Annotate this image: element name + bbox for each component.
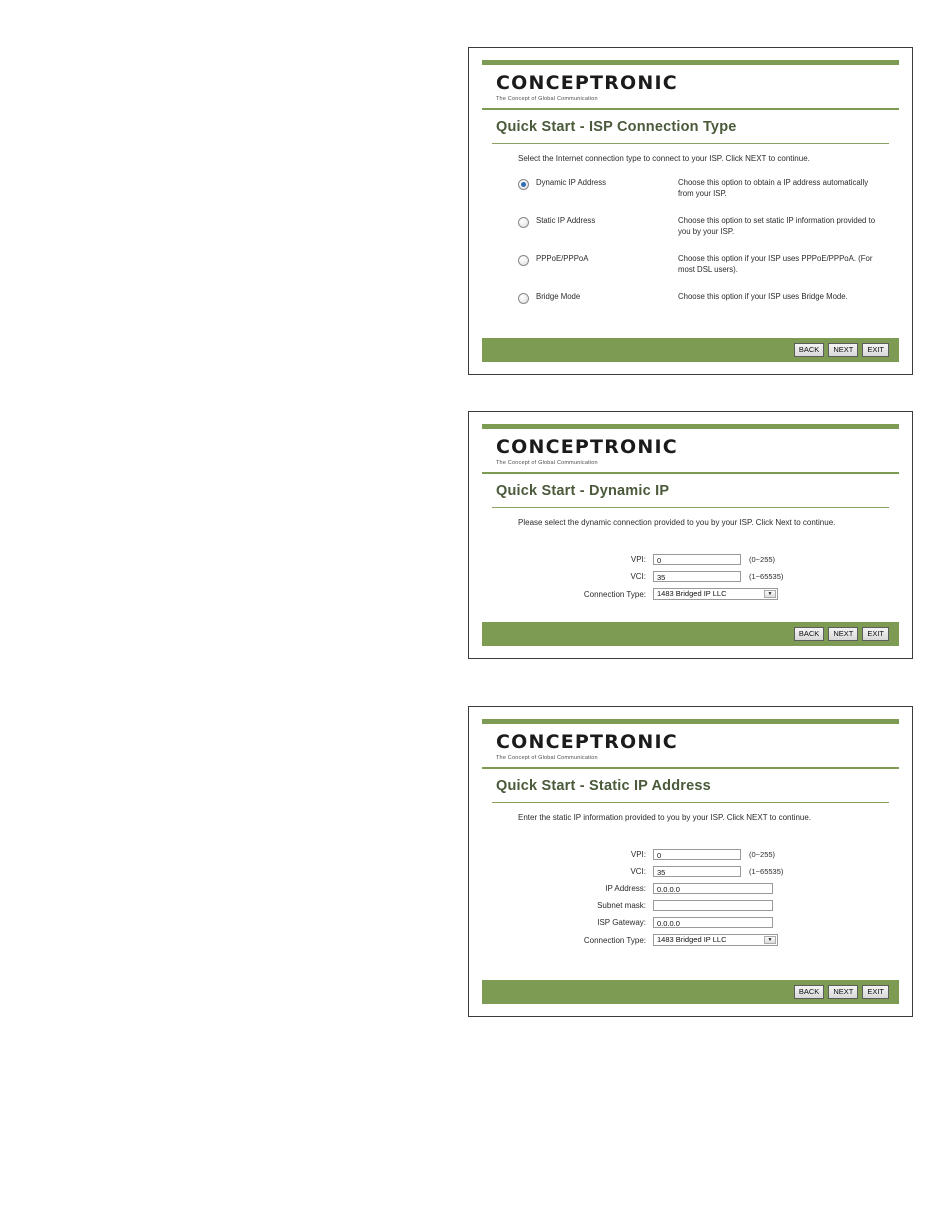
page-title: Quick Start - Static IP Address (496, 778, 711, 794)
radio-description-bridge-mode: Choose this option if your ISP uses Bridge Mode. (678, 292, 848, 302)
input-vci[interactable]: 35 (653, 571, 741, 582)
input-ip-address[interactable]: 0.0.0.0 (653, 883, 773, 894)
select-connection-type[interactable] (653, 588, 778, 600)
form-dynamic-ip (518, 542, 883, 612)
screenshot-dynamic-ip (468, 411, 913, 659)
radio-bridge-mode-icon[interactable] (518, 293, 529, 304)
input-vci[interactable]: 35 (653, 866, 741, 877)
top-accent-bar (482, 424, 899, 429)
input-vpi[interactable]: 0 (653, 849, 741, 860)
screenshot-isp-connection-type (468, 47, 913, 375)
brand-tagline: The Concept of Global Communication (496, 755, 598, 761)
select-connection-type-value: 1483 Bridged IP LLC (657, 589, 727, 599)
field-row-vpi (518, 849, 883, 860)
radio-label-bridge-mode: Bridge Mode (536, 292, 581, 302)
router-ui-window-1 (482, 60, 899, 362)
radio-cell-pppoe[interactable] (518, 254, 678, 266)
hint-vci: (1~65535) (749, 572, 784, 582)
field-row-ip-address (518, 883, 883, 894)
brand-wordmark: CONCEPTRONIC (496, 72, 678, 94)
radio-label-dynamic-ip: Dynamic IP Address (536, 178, 607, 188)
radio-label-pppoe: PPPoE/PPPoA (536, 254, 589, 264)
field-row-isp-gateway (518, 917, 883, 928)
back-button[interactable]: BACK (794, 627, 824, 641)
select-connection-type-value: 1483 Bridged IP LLC (657, 935, 727, 945)
instruction-text: Please select the dynamic connection provided to you by your ISP. Click Next to continue. (518, 518, 836, 527)
field-row-vpi (518, 554, 883, 565)
option-row-dynamic-ip[interactable] (518, 178, 883, 199)
exit-button[interactable]: EXIT (862, 343, 889, 357)
top-accent-bar (482, 719, 899, 724)
field-row-vci (518, 866, 883, 877)
radio-description-dynamic-ip: Choose this option to obtain a IP address automatically from your ISP. (678, 178, 869, 198)
input-isp-gateway[interactable]: 0.0.0.0 (653, 917, 773, 928)
brand-logo (482, 434, 899, 472)
hint-vpi: (0~255) (749, 555, 776, 565)
field-row-connection-type (518, 934, 883, 946)
input-subnet-mask[interactable] (653, 900, 773, 911)
back-button[interactable]: BACK (794, 343, 824, 357)
instruction-text: Enter the static IP information provided to you by your ISP. Click NEXT to continue. (518, 813, 812, 822)
instruction-text: Select the Internet connection type to connect to your ISP. Click NEXT to continue. (518, 154, 810, 163)
router-ui-window-3 (482, 719, 899, 1004)
brand-tagline: The Concept of Global Communication (496, 460, 598, 466)
radio-label-static-ip: Static IP Address (536, 216, 596, 226)
option-row-bridge-mode[interactable] (518, 292, 883, 304)
hint-vci: (1~65535) (749, 867, 784, 877)
option-row-pppoe[interactable] (518, 254, 883, 275)
page-title: Quick Start - ISP Connection Type (496, 119, 737, 135)
label-vci: VCI: (630, 572, 646, 582)
top-accent-bar (482, 60, 899, 65)
label-vci: VCI: (630, 867, 646, 877)
radio-cell-bridge-mode[interactable] (518, 292, 678, 304)
label-vpi: VPI: (630, 555, 646, 565)
radio-description-static-ip: Choose this option to set static IP information provided to you by your ISP. (678, 216, 876, 236)
hint-vpi: (0~255) (749, 850, 776, 860)
field-row-connection-type (518, 588, 883, 600)
label-connection-type: Connection Type: (583, 589, 646, 599)
back-button[interactable]: BACK (794, 985, 824, 999)
radio-pppoe-icon[interactable] (518, 255, 529, 266)
footer-bar-2 (482, 622, 899, 646)
panel-body-3 (482, 803, 899, 964)
exit-button[interactable]: EXIT (862, 627, 889, 641)
next-button[interactable]: NEXT (828, 985, 858, 999)
brand-tagline: The Concept of Global Communication (496, 96, 598, 102)
footer-bar-1 (482, 338, 899, 362)
radio-description-pppoe: Choose this option if your ISP uses PPPoE/PPPoA. (For most DSL users). (678, 254, 873, 274)
select-connection-type[interactable] (653, 934, 778, 946)
brand-logo (482, 70, 899, 108)
radio-cell-dynamic-ip[interactable] (518, 178, 678, 190)
option-row-static-ip[interactable] (518, 216, 883, 237)
field-row-subnet-mask (518, 900, 883, 911)
radio-dynamic-ip-icon[interactable] (518, 179, 529, 190)
router-ui-window-2 (482, 424, 899, 646)
chevron-down-icon[interactable]: ▼ (764, 590, 776, 598)
field-row-vci (518, 571, 883, 582)
label-subnet-mask: Subnet mask: (597, 901, 646, 911)
label-vpi: VPI: (630, 850, 646, 860)
label-isp-gateway: ISP Gateway: (597, 918, 646, 928)
radio-static-ip-icon[interactable] (518, 217, 529, 228)
panel-body-2 (482, 508, 899, 618)
screenshot-static-ip-address (468, 706, 913, 1017)
panel-body-1 (482, 144, 899, 349)
label-connection-type: Connection Type: (583, 935, 646, 945)
brand-logo (482, 729, 899, 767)
exit-button[interactable]: EXIT (862, 985, 889, 999)
radio-cell-static-ip[interactable] (518, 216, 678, 228)
label-ip-address: IP Address: (605, 884, 646, 894)
form-static-ip (518, 837, 883, 958)
footer-bar-3 (482, 980, 899, 1004)
chevron-down-icon[interactable]: ▼ (764, 936, 776, 944)
brand-wordmark: CONCEPTRONIC (496, 436, 678, 458)
brand-wordmark: CONCEPTRONIC (496, 731, 678, 753)
input-vpi[interactable]: 0 (653, 554, 741, 565)
page-title: Quick Start - Dynamic IP (496, 483, 670, 499)
next-button[interactable]: NEXT (828, 627, 858, 641)
next-button[interactable]: NEXT (828, 343, 858, 357)
